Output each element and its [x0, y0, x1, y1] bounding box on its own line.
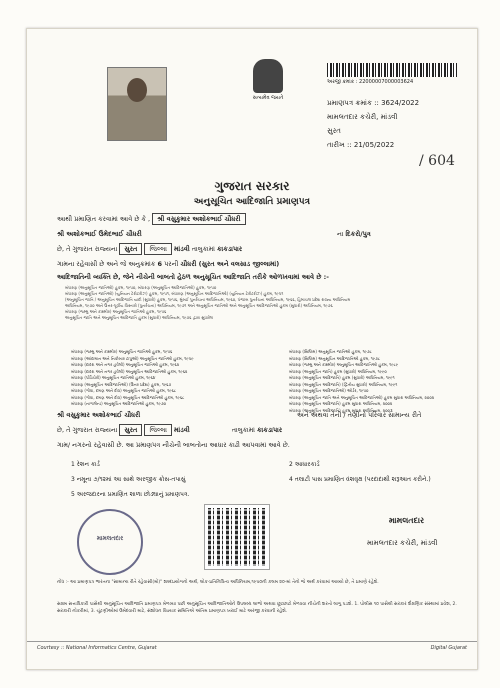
issuing-office: મામલતદાર કચેરી, માંડવી [327, 113, 398, 121]
footer-bar [27, 641, 477, 651]
residence-line-2: છે, તે ગુજરાત રાજ્યના સુરત જિલ્લા માંડવી તાલુકામાં કાકડાપાર [57, 426, 283, 434]
tribe-entry-line: ગામના રહેવાસી છે અને જે અનુક્રમાંક 6 પરની ચૌધરી (સુરત અને વલસાડ જીલ્લામાં) [57, 260, 280, 268]
relation-line: ના દિકરો/પુત્ર [337, 230, 371, 238]
qr-code-icon [205, 505, 269, 569]
office-seal-stamp: મામલતદાર [77, 509, 143, 575]
holder-name-repeat: શ્રી વસુકુમાર અશોકભાઈ ચૌધરી [57, 411, 141, 419]
instructions-text: સક્ષમ સત્તાધિકારી પાસેથી અનુસૂચિત આદિજાતિ પ્રમાણપત્ર મેળવ્યા પછી અનુસૂચિત આદિજાતિઓને ઉપલબ્ધ લાભો અથવા છૂટછાટો મેળવવા નીચેની શરતો લાગુ પડશે. 1. પોલીસ ૧૦ પાસેથી સરકાર શૈક્ષણિક સંસ્થામાં પ્રવેશ, 2. સરકારી નોકરીમાં, 3. ચૂંટણીઓમાં ઉમેદવારી માટે, સંશોધન વિષયક સમિતિએ અંતિમ પ્રમાણપત્ર ખરાઈ માટે અરજી કરવાની રહેશે. [57, 602, 457, 614]
order-list-left: બંધારણ (જમ્મુ અને કાશ્મીર) અનુસૂચિત જાતિઓ હુકમ, ૧૯૫૬ બંધારણ (આંદામાન અને નિકોબાર ટાપુઓ) અનુસૂચિત જાતિઓ હુકમ, ૧૯૫૯ બંધારણ (દાદરા અને નગર હવેલી) અનુસૂચિત જાતિઓ હુકમ, ૧૯૬૨ બંધારણ (દાદરા અને નગર હવેલી) અનુસૂચિત આદિજાતિઓ હુકમ, ૧૯૬૨ બંધારણ (પોંડિચેરી) અનુસૂચિત જાતિઓ હુકમ, ૧૯૬૪ બંધારણ (અનુસૂચિત આદિજાતિઓ) (ઉત્તર પ્રદેશ) હુકમ, ૧૯૬૭ બંધારણ (ગોવા, દમણ અને દીવ) અનુસૂચિત જાતિઓ હુકમ, ૧૯૬૮ બંધારણ (ગોવા, દમણ અને દીવ) અનુસૂચિત આદિજાતિઓ હુકમ, ૧૯૬૮ બંધારણ (નાગાલેન્ડ) અનુસૂચિત આદિજાતિઓ હુકમ, ૧૯૭૦ [71, 349, 194, 406]
signatory-title: મામલતદાર કચેરી, માંડવી [367, 539, 438, 547]
document-2: 2 આધારકાર્ડ [289, 461, 320, 468]
note-text: નોંધ :- આ પ્રમાણપત્ર ભારતના "સામાન્ય રીતે રહેવાસી(મો)" શબ્દપ્રયોગનો અર્થ, લોક-પ્રતિનિધિત્વ અધિનિયમ,૧૯૫૦ની કલમ ૨૦-માં તેનો જે અર્થ કરવામાં આવ્યો છે, તે પ્રમાણે રહેશે. [57, 580, 379, 585]
residence-line: છે, તે ગુજરાત રાજ્યના સુરત જિલ્લા માંડવી તાલુકામાં કાકડાપાર [57, 245, 243, 253]
document-4: 4 તલાટી પાસ પ્રમાણિત વંશવૃક્ષ (પરદાદાથી શરૂઆત કરીને.) [289, 476, 431, 483]
holder-name: શ્રી અશોકભાઈ ઉમેદભાઈ ચૌધરી [57, 230, 142, 238]
documents-line: ગામ/ નગરનો રહેવાસી છે. આ પ્રમાણપત્ર નીચેની બાબતોના આધાર કાઢી આપવામાં આવે છે. [57, 441, 290, 449]
certificate-title: અનુસૂચિત આદિજાતિ પ્રમાણપત્ર [193, 197, 311, 207]
footer-digital: Digital Gujarat [430, 645, 467, 651]
certificate-number: પ્રમાણપત્ર ક્રમાંક :: 3624/2022 [327, 99, 420, 107]
barcode-icon [327, 63, 457, 77]
issue-date: તારીખ :: 21/05/2022 [327, 141, 395, 149]
legal-references: બંધારણ (અનુસૂચિત જાતિઓ) હુકમ, ૧૯૫૦, બંધારણ (અનુસૂચિત આદિજાતિઓ) હુકમ, ૧૯૫૦ બંધારણ (અનુસૂચિત જાતિઓ) (યુનિયન ટેરીટરીઝ) હુકમ, ૧૯૫૧, બંધારણ (અનુસૂચિત આદિજાતિઓ) (યુનિયન ટેરીટરીઝ) હુકમ, ૧૯૫૧ (અનુસૂચિત જાતિ / અનુસૂચિત આદિજાતિ યાદી (સુધારો) હુકમ, ૧૯૫૬, મુંબઈ પુનર્રચના અધિનિયમ, ૧૯૬૦, પંજાબ પુનર્રચના અધિનિયમ, ૧૯૬૬, હિમાચલ પ્રદેશ રાજ્ય અધિનિયમ અધિનિયમ, ૧૯૭૦ અને ઉત્તર-પૂર્વીય વિસ્તારો (પુનર્રચના) અધિનિયમ, ૧૯૭૧ અને અનુસૂચિત જાતિઓ અને અનુસૂચિત આદિજાતિઓ હુકમ (સુધારો) અધિનિયમ, ૧૯૭૬ બંધારણ (જમ્મુ અને કાશ્મીર) અનુસૂચિત જાતિઓ હુકમ, ૧૯૫૬ અનુસૂચિત જાતિ અને અનુસૂચિત આદિજાતિ હુકમ (સુધારો) અધિનિયમ, ૧૯૭૬ દ્વારા સુધારેલ [65, 285, 351, 320]
order-list-right: બંધારણ (સિક્કિમ) અનુસૂચિત જાતિઓ હુકમ, ૧૯૭૮ બંધારણ (સિક્કિમ) અનુસૂચિત આદિજાતિઓ હુકમ, ૧૯૭૮ બંધારણ (જમ્મુ અને કાશ્મીર) અનુસૂચિત આદિજાતિઓ હુકમ, ૧૯૮૯ બંધારણ (અનુસૂચિત જાતિ) હુકમ (સુધારો) અધિનિયમ, ૧૯૯૦ બંધારણ (અનુસૂચિત આદિજાતિ) હુકમ (સુધારો) અધિનિયમ, ૧૯૯૧ બંધારણ (અનુસૂચિત આદિજાતિ) (દ્વિતીય સુધારો) અધિનિયમ, ૧૯૯૧ બંધારણ (અનુસૂચિત આદિજાતિઓ) ઓર્ડર, ૧૯૫૦ બંધારણ (અનુસૂચિત જાતિ અને અનુસૂચિત આદિજાતિઓ) હુકમ સુધારા અધિનિયમ, ૨૦૦૨ બંધારણ (અનુસૂચિત આદિજાતિ) હુકમ સુધારા અધિનિયમ, ૨૦૦૨ બંધારણ (અનુસૂચિત આદિજાતિ) હુકમ સુધારા અધિનિયમ, ૨૦૦૩ [289, 349, 435, 413]
district: સુરત [327, 127, 341, 135]
barcode-number: અરજી ક્રમાંક : 22000007000003624 [327, 79, 414, 85]
family-line: અને અથવા તેની / તેણીનો પરિવાર સામાન્ય રીતે [297, 411, 422, 419]
holder-photo [107, 67, 167, 141]
state-emblem-icon: સત્યમેવ જયતે [249, 59, 287, 109]
tribe-statement: આદિજાતિની વ્યક્તિ છે, જેને નીચેની બાબતો હેઠળ અનુસૂચિત આદિજાતિ તરીકે ઓળખવામાં આવે છે :- [57, 273, 329, 281]
government-title: ગુજરાત સરકાર [214, 179, 290, 193]
document-5: 5 અરજદારના પ્રમાણિત શાળા છોડ્યાનું પ્રમાણપત્ર. [71, 491, 190, 498]
certify-line: આથી પ્રમાણિત કરવામાં આવે છે કે , શ્રી વસુકુમાર અશોકભાઈ ચૌધરી [57, 215, 246, 224]
document-3: 3 નમૂના ૭/૧૨માં આ સાથે અરજીક ક્રોસ-તપાસું [71, 476, 186, 483]
document-1: 1 રેશન કાર્ડ [71, 461, 100, 468]
handwritten-number: / 604 [419, 153, 455, 169]
certificate-page [26, 28, 478, 670]
signature: મામલતદાર [389, 515, 425, 525]
footer-courtesy: Courtesy :: National Informatics Centre, Gujarat [37, 645, 157, 651]
